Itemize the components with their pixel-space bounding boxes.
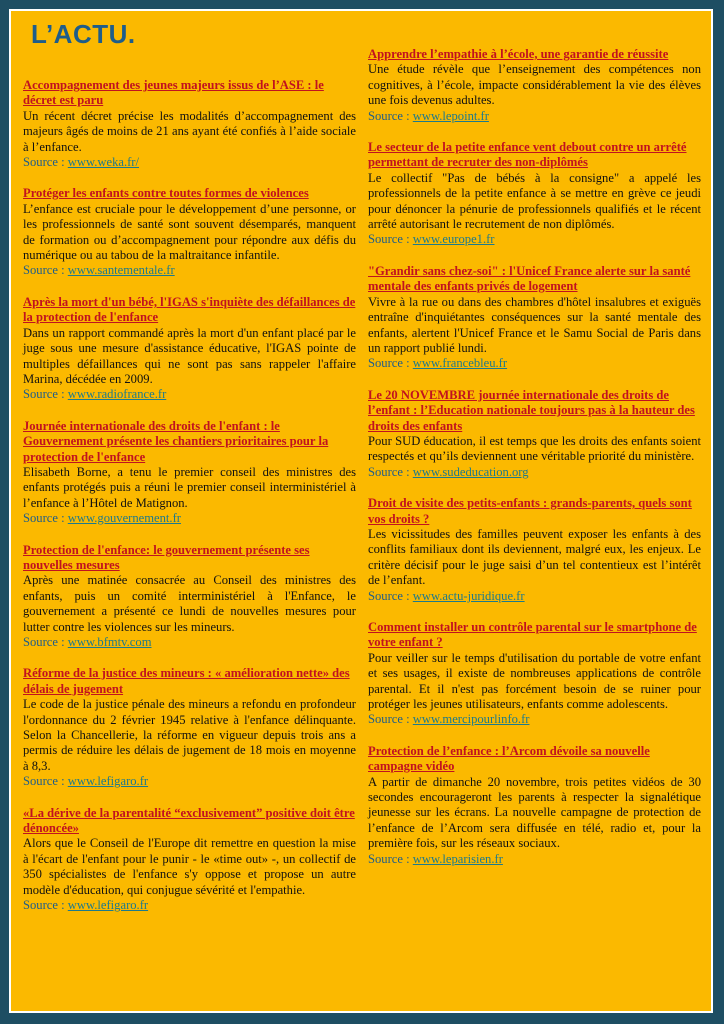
news-article [23, 186, 356, 278]
article-summary: Les vicissitudes des familles peuvent exposer les enfants à des conflits familiaux dont ils deviennent, malgré eux, les enjeux. Le critère décisif pour le juge saisi d’un tel contentieux est l’intérêt de l’enfant. [368, 526, 701, 588]
source-link[interactable]: www.lefigaro.fr [67, 774, 149, 789]
source-label: Source : [23, 774, 68, 789]
article-headline-link[interactable]: Le 20 NOVEMBRE journée internationale des droits de l’enfant : l’Education nationale toujours pas à la hauteur des droits des enfants [368, 387, 695, 433]
source-label: Source : [368, 464, 413, 479]
news-article [23, 295, 356, 403]
source-link[interactable]: www.sudeducation.org [412, 464, 529, 479]
article-source [368, 465, 701, 480]
news-article [23, 543, 356, 651]
article-source [23, 635, 356, 650]
source-link[interactable]: www.lepoint.fr [412, 108, 489, 123]
article-source [23, 774, 356, 789]
newsletter-page [9, 9, 713, 1013]
source-link[interactable]: www.santementale.fr [67, 263, 175, 278]
article-summary: Pour SUD éducation, il est temps que les droits des enfants soient respectés et qu’ils deviennent une véritable priorité du ministère. [368, 433, 701, 464]
article-headline-link[interactable]: Droit de visite des petits-enfants : grands-parents, quels sont vos droits ? [368, 496, 692, 526]
source-label: Source : [368, 588, 413, 603]
news-article [23, 806, 356, 914]
article-headline-link[interactable]: Protection de l'enfance: le gouvernement présente ses nouvelles mesures [23, 542, 310, 572]
source-label: Source : [23, 511, 68, 526]
source-label: Source : [23, 263, 68, 278]
source-label: Source : [23, 387, 68, 402]
article-summary: L’enfance est cruciale pour le développement d’une personne, or les professionnels de santé sont souvent désemparés, manquent de formation ou d’accompagnement pour répondre aux défis du numérique ou au tabou de la maltraitance infantile. [23, 201, 356, 263]
news-article [23, 666, 356, 789]
article-source [23, 898, 356, 913]
source-link[interactable]: www.leparisien.fr [412, 851, 503, 866]
article-source [368, 852, 701, 867]
article-summary: Après une matinée consacrée au Conseil des ministres des enfants, puis un comité interministériel à l'Enfance, le gouvernement a présenté ce lundi de nouvelles mesures pour lutter contre les violences sur les mineurs. [23, 573, 356, 634]
news-article [368, 47, 701, 124]
article-source [368, 232, 701, 247]
article-summary: Elisabeth Borne, a tenu le premier conseil des ministres des enfants protégés puis a réuni le premier conseil interministériel à l’enfance à l’Hôtel de Matignon. [23, 464, 356, 510]
article-source [368, 109, 701, 124]
article-source [23, 155, 356, 170]
source-link[interactable]: www.lefigaro.fr [67, 898, 149, 913]
article-summary: Vivre à la rue ou dans des chambres d'hôtel insalubres et exiguës entraîne d'inquiétantes conséquences sur la santé mentale des enfants, alertent l'Unicef France et le Samu Social de Paris dans un rapport publié lundi. [368, 294, 701, 355]
article-source [23, 387, 356, 402]
article-summary: Une étude révèle que l’enseignement des compétences non cognitives, à l’école, impacte considérablement la vie des élèves une fois devenus adultes. [368, 62, 701, 108]
article-source [368, 712, 701, 727]
source-label: Source : [368, 712, 413, 727]
source-label: Source : [368, 356, 413, 371]
article-headline-link[interactable]: Réforme de la justice des mineurs : « amélioration nette» des délais de jugement [23, 666, 350, 696]
article-headline-link[interactable]: Après la mort d'un bébé, l'IGAS s'inquiète des défaillances de la protection de l'enfance [23, 294, 356, 325]
news-article [23, 78, 356, 170]
article-summary: Alors que le Conseil de l'Europe dit remettre en question la mise à l'écart de l'enfant pour le punir - le «time out» -, un collectif de 350 spécialistes de l'enfance s'y oppose et propose un autre modèle d'éducation, qui conjugue sévérité et l'empathie. [23, 836, 356, 897]
page-title: L’ACTU. [31, 19, 136, 49]
article-headline-link[interactable]: Accompagnement des jeunes majeurs issus de l’ASE : le décret est paru [23, 78, 324, 108]
article-source [23, 511, 356, 526]
article-headline-link[interactable]: Protection de l’enfance : l’Arcom dévoile sa nouvelle campagne vidéo [368, 743, 650, 774]
article-summary: Le collectif "Pas de bébés à la consigne" a appelé les professionnels de la petite enfance à se mettre en grève ce jeudi pour dénoncer la pénurie de professionnels qualifiés et le récent arrêté autorisant le recrutement de non diplômés. [368, 170, 701, 232]
news-article [368, 264, 701, 372]
source-link[interactable]: www.europe1.fr [412, 232, 495, 247]
source-link[interactable]: www.bfmtv.com [67, 635, 152, 649]
source-label: Source : [368, 232, 413, 247]
article-headline-link[interactable]: Apprendre l’empathie à l’école, une garantie de réussite [368, 47, 669, 61]
article-summary: Dans un rapport commandé après la mort d'un enfant placé par le juge sous une mesure d'assistance éducative, l'IGAS pointe de multiples défaillances qui ne sont pas sans rappeler l'affaire Marina, décédée en 2009. [23, 325, 356, 386]
source-label: Source : [23, 155, 68, 170]
article-source [368, 589, 701, 604]
source-link[interactable]: www.radiofrance.fr [67, 387, 167, 402]
source-label: Source : [23, 635, 68, 649]
news-article [368, 620, 701, 728]
source-label: Source : [368, 851, 413, 866]
article-summary: Le code de la justice pénale des mineurs a refondu en profondeur l'ordonnance du 2 février 1945 relative à l'enfance délinquante. Selon la Chancellerie, la réforme en vigueur depuis trois ans a permis de réduire les délais de jugement de 18 mois en moyenne à 8,3. [23, 697, 356, 773]
source-link[interactable]: www.weka.fr/ [67, 155, 140, 170]
source-link[interactable]: www.mercipourlinfo.fr [412, 712, 530, 727]
article-summary: Un récent décret précise les modalités d’accompagnement des majeurs âgés de moins de 21 ans ayant été confiés à l’aide sociale à l’enfance. [23, 108, 356, 154]
article-headline-link[interactable]: Comment installer un contrôle parental sur le smartphone de votre enfant ? [368, 620, 697, 650]
source-link[interactable]: www.gouvernement.fr [67, 511, 181, 526]
article-headline-link[interactable]: "Grandir sans chez-soi" : l'Unicef France alerte sur la santé mentale des enfants privés de logement [368, 263, 691, 294]
news-article [368, 744, 701, 867]
source-label: Source : [23, 898, 68, 913]
news-article [23, 419, 356, 527]
article-headline-link[interactable]: Journée internationale des droits de l'enfant : le Gouvernement présente les chantiers prioritaires pour la protection de l'enfance [23, 418, 329, 464]
left-column [23, 78, 356, 930]
article-source [368, 356, 701, 371]
article-summary: A partir de dimanche 20 novembre, trois petites vidéos de 30 secondes encourageront les parents à respecter la signalétique jeunesse sur les écrans. La nouvelle campagne de protection de l’enfance de l’Arcom sera diffusée en télé, radio et, pour la première fois, sur les réseaux sociaux. [368, 774, 701, 851]
article-summary: Pour veiller sur le temps d'utilisation du portable de votre enfant et ses usages, il existe de nombreuses applications de contrôle parental. Et il n'est pas forcément besoin de se ruiner pour protéger les jeunes utilisateurs, enfants comme adolescents. [368, 650, 701, 712]
source-link[interactable]: www.francebleu.fr [412, 356, 508, 371]
news-article [368, 388, 701, 480]
news-article [368, 496, 701, 604]
source-link[interactable]: www.actu-juridique.fr [412, 588, 525, 603]
source-label: Source : [368, 108, 413, 123]
article-source [23, 263, 356, 278]
news-article [368, 140, 701, 248]
article-headline-link[interactable]: «La dérive de la parentalité “exclusivement” positive doit être dénoncée» [23, 805, 355, 836]
article-headline-link[interactable]: Protéger les enfants contre toutes formes de violences [23, 186, 309, 201]
article-headline-link[interactable]: Le secteur de la petite enfance vent debout contre un arrêté permettant de recruter des non-diplômés [368, 140, 687, 170]
right-column [368, 47, 701, 883]
